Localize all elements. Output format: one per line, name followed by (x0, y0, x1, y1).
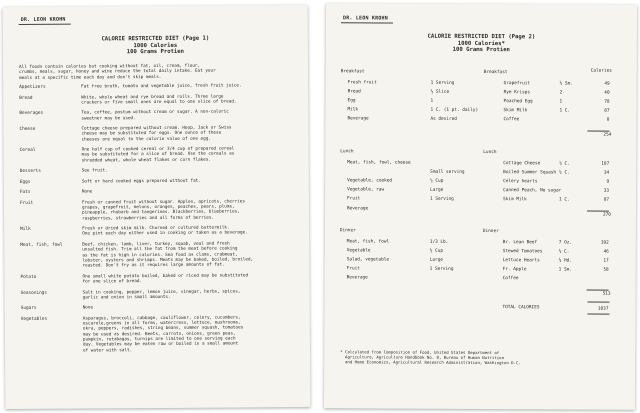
food-category-label: Vegetables (20, 316, 48, 322)
sample-food: Coffee (502, 276, 519, 282)
sample-food: Fr. Apple (502, 267, 527, 273)
subtotal-rule (587, 289, 609, 290)
grand-total-underline (587, 314, 609, 315)
guide-amount: Large (429, 257, 443, 263)
food-category-description: Soft or hard cooked eggs prepared without fat. (81, 178, 201, 185)
sample-calories: 0 (606, 118, 610, 124)
sample-calories: 107 (601, 161, 610, 167)
sample-amount: ¼ Hd. (558, 258, 572, 264)
page-2 (324, 3, 637, 410)
food-category-label: Seasonings (20, 290, 48, 296)
food-category-description: See fruit. (81, 168, 108, 174)
food-category-label: Bread (19, 95, 33, 101)
total-calories-label: TOTAL CALORIES (502, 305, 540, 311)
meal-subtotal: 270 (603, 212, 611, 218)
meal-heading-guide: Breakfast (340, 69, 365, 75)
guide-food: Vegetable (346, 248, 371, 254)
sample-calories: 46 (603, 249, 609, 255)
meal-heading-sample: Lunch (483, 150, 497, 156)
sample-food: Stewed Tomatoes (502, 249, 543, 255)
sample-amount: 1 C. (559, 108, 571, 114)
guide-amount: ½ Cup (429, 248, 443, 254)
sample-amount: 7 Oz. (558, 240, 573, 246)
intro-paragraph: All foods contain calories but cooking without fat, oil, cream, flour, crumbs, meals, sugar, honey and wine reduce the total daily intake. Eat your meals at a specific time each day and don't skip meals. (19, 63, 216, 81)
sample-amount: 2 (559, 90, 563, 96)
food-category-label: Milk (20, 227, 31, 233)
total-calories-value: 1037 (597, 306, 609, 312)
header-rule (19, 24, 71, 25)
sample-amount: ½ C. (559, 161, 570, 167)
guide-amount: 1 (430, 98, 434, 104)
sample-calories: 49 (604, 81, 610, 87)
guide-food: Milk (347, 107, 359, 113)
guide-food: Egg (347, 98, 356, 104)
food-category-label: Meat, fish, fowl (20, 242, 63, 248)
guide-amount: 1 Serving (430, 197, 454, 203)
sample-calories: 34 (603, 170, 610, 176)
food-category-description: Fat free broth, tomato and vegetable juice, fresh fruit juice. (81, 83, 242, 90)
guide-food: Beverage (346, 275, 368, 281)
food-category-description: None (82, 305, 94, 311)
sample-calories: 78 (604, 99, 610, 105)
sample-amount: ½ C. (559, 170, 570, 176)
sample-food: Rye Krisps (503, 90, 531, 96)
sample-calories: 17 (603, 258, 609, 264)
sample-food: Grapefruit (503, 81, 531, 87)
guide-food: Vegetable, cooked (347, 178, 393, 184)
food-category-description: Tea, coffee, postum without cream or sugar. A non-caloric sweetner may be used. (81, 109, 229, 122)
sample-calories: 392 (600, 240, 609, 246)
guide-amount: Large (430, 188, 444, 194)
calories-header: Calories (590, 68, 612, 74)
food-category-label: Fats (19, 190, 31, 196)
sample-calories: 87 (603, 198, 610, 204)
sample-calories: 33 (603, 188, 610, 194)
food-category-description: One small white potato boiled, baked or riced may be substituted for one slice of bread. (82, 273, 249, 285)
sample-calories: 58 (603, 267, 609, 273)
meal-heading-guide: Lunch (340, 149, 354, 155)
food-category-label: Appetizers (19, 84, 46, 90)
sample-calories: 40 (604, 90, 610, 96)
meal-heading-sample: Breakfast (483, 70, 508, 76)
page-1 (3, 5, 311, 409)
guide-food: Meat, fish, fowl (346, 239, 390, 245)
title-line-1: CALORIE RESTRICTED DIET (Page 1) (101, 35, 210, 43)
title-line-3: 100 Grams Protien (452, 47, 510, 54)
meal-subtotal: 254 (603, 132, 612, 138)
food-category-label: Eggs (19, 179, 31, 185)
guide-food: Beverage (346, 205, 369, 211)
sample-food: Lettuce Hearts (502, 258, 540, 264)
sample-food: Boiled Summer Squash (503, 170, 557, 176)
guide-food: Salad, vegetable (346, 257, 390, 263)
sample-food: Coffee (503, 117, 520, 123)
sample-food: Skim Milk (503, 197, 527, 203)
guide-food: Fresh fruit (347, 80, 377, 86)
sample-food: Poached Egg (503, 99, 533, 105)
food-category-description: White, whole wheat and rye bread and rolls. Three large crackers or five small ones are equal to one slice of bread. (81, 94, 237, 106)
sample-food: Skim Milk (503, 108, 528, 114)
guide-food: Fruit (346, 266, 360, 272)
guide-amount: 1 Serving (430, 80, 455, 86)
guide-amount: ½ Cup (430, 178, 444, 184)
sample-food: Celery hearts (503, 179, 538, 185)
guide-amount: 1/3 Lb. (429, 239, 449, 245)
food-category-description: Cottage cheese prepared without cream. Hoop, Jack or Swiss cheese may be substituted for eggs. One ounce of these cheeses are equal to the calorie value of one egg. (81, 125, 232, 143)
doctor-name: DR. LEON KROHN (342, 15, 388, 22)
subtotal-rule (587, 130, 609, 131)
subtotal-rule (587, 210, 609, 211)
guide-food: Fruit (347, 196, 361, 202)
food-category-description: Beef, chicken, lamb, liver, turkey, squab, veal and fresh unsalted fish. Trim all the fat from the meat before cooking as the fat is high in calories. Sea food as clams, crabmeat, lobster, oysters and shrimps. Meats may be baked, boiled, broiled, roasted. Don't fry as it requires large amounts of fat. (82, 241, 254, 269)
header-rule (341, 22, 393, 23)
guide-amount: 1 C. (1 pt. daily) (430, 108, 479, 114)
food-category-description: Fresh or canned fruit without sugar. Apples, apricots, cherries grapes, grapefruit, melons, oranges, peaches, pears, plums, pineapple, rhubarb and tangerines. Blackberries, blueberries, raspberries, strawberries and all forms of berries. (81, 199, 245, 222)
sample-amount: ½ Sm. (559, 81, 573, 87)
sample-food: Canned Peach, No sugar (503, 188, 562, 194)
grand-total-rule (587, 302, 609, 303)
meal-subtotal: 513 (602, 291, 611, 297)
food-category-label: Beverages (19, 111, 44, 117)
page-title (326, 33, 637, 54)
food-category-label: Desserts (19, 169, 41, 175)
food-category-description: One half cup of cooked cereal or 3/4 cup of prepared cereal may be substituted for a slice of bread. Use the cereals as shredded wheat, whole wheat flakes or corn flakes. (81, 146, 235, 164)
meal-heading-sample: Dinner (482, 229, 499, 235)
footnote: * Calculated from Composition of Food, United States Department of Agriculture, Agriculture Handbook No. 8, Bureau of Human Nutrition and Home Economics, Agricultural Research Administration, Washington D.C. (340, 349, 521, 366)
meal-heading-guide: Dinner (339, 228, 356, 234)
guide-amount: Small serving (430, 169, 465, 176)
title-line-1: CALORIE RESTRICTED DIET (Page 2) (427, 33, 536, 41)
guide-food: Bread (347, 89, 361, 95)
guide-amount: As desired (430, 117, 457, 123)
guide-amount: ½ Slice (430, 89, 450, 95)
sample-calories: 87 (604, 108, 610, 114)
title-line-3: 100 Grams Protien (126, 48, 185, 56)
doctor-name: DR. LEON KROHN (20, 16, 66, 23)
guide-amount: 1 Serving (429, 267, 454, 273)
sample-food: Br. Lean Beef (502, 240, 538, 246)
food-category-description: Asparagus, broccoli, cabbage, cauliflower, celery, cucumbers, escarole,greens in all forms, watercress, lettuce, mushrooms, okra, peppers, radishes, string beans, summer squash, tomatoes may be used as desired. Beets, carrots, onions, green peas, pumpkin, rutabagas, turnips are limited to one serving each day. Vegetables may be eaten raw or boiled in a small amount of water with salt. (82, 315, 244, 354)
food-category-description: Fresh or dried skim milk. Churned or cultured buttermilk. One pint each day either used in cooking or taken as a beverage. (82, 225, 248, 238)
food-category-label: Sugars (20, 306, 37, 312)
sample-food: Cottage Cheese (503, 161, 541, 167)
page-title (3, 35, 308, 57)
food-category-label: Fruit (19, 200, 34, 206)
food-category-description: Salt in cooking, pepper, lemon juice, vinegar, herbs, spices, garlic and onion in small amounts. (82, 288, 241, 301)
sample-amount: 1 C. (559, 197, 570, 203)
title-line-2: 1000 Calories (133, 42, 178, 49)
guide-food: Meat, fish, fowl, cheese (347, 160, 411, 166)
food-category-label: Potato (20, 274, 37, 280)
title-line-2: 1000 Calories* (457, 40, 505, 47)
food-category-label: Cheese (19, 126, 36, 133)
guide-food: Vegetable, raw (347, 187, 385, 193)
sample-amount: ½ C. (558, 249, 570, 255)
sample-amount: 1 Sm. (558, 267, 572, 273)
guide-food: Beverage (347, 116, 369, 122)
sample-calories: 9 (606, 179, 610, 185)
food-category-label: Cereal (19, 148, 36, 154)
food-category-description: None (81, 189, 93, 195)
sample-amount: 1 (559, 99, 563, 105)
